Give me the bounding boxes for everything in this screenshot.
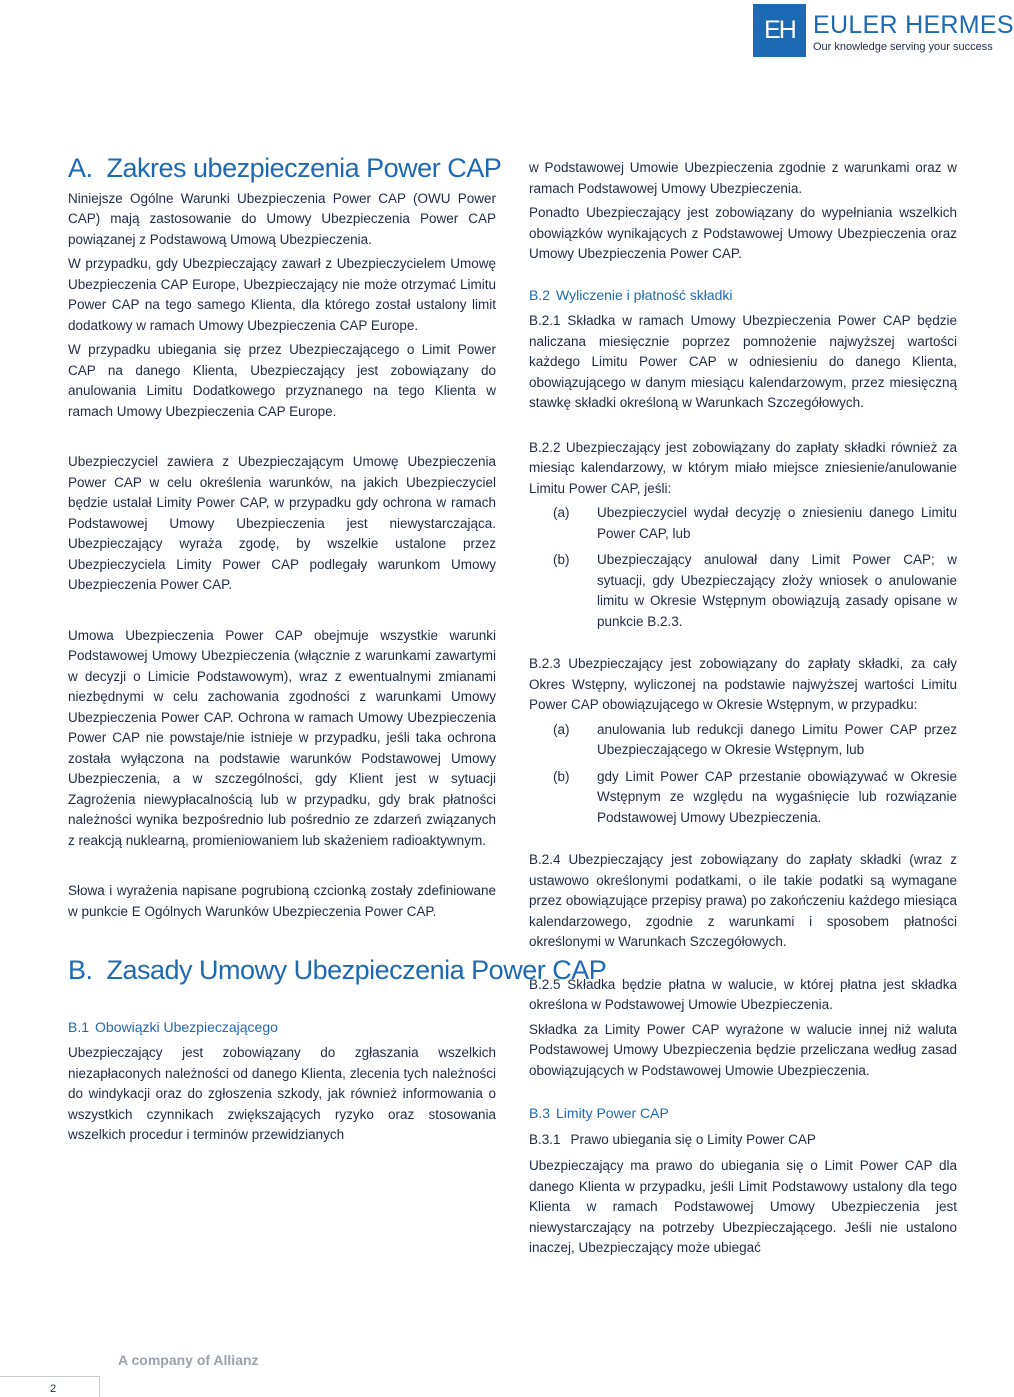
b31-title: Prawo ubiegania się o Limity Power CAP bbox=[570, 1131, 816, 1147]
allianz-company-logo: A company of Allianz bbox=[118, 1352, 259, 1368]
paragraph: W przypadku ubiegania się przez Ubezpieczającego o Limit Power CAP na danego Klienta, Ubezpieczający jest zobowiązany do anulowania Limitu Dodatkowego przyznanego na tego Klienta w ramach Umowy Ubezpieczenia CAP Europe. bbox=[68, 342, 496, 419]
b3-title: Limity Power CAP bbox=[556, 1105, 669, 1121]
list-text: gdy Limit Power CAP przestanie obowiązywać w Okresie Wstępnym ze względu na wygaśnięcie lub rozwiązanie Podstawowej Umowy Ubezpieczenia. bbox=[597, 768, 957, 825]
b22-list bbox=[529, 503, 957, 632]
list-label: (a) bbox=[553, 505, 570, 520]
paragraph: W przypadku, gdy Ubezpieczający zawarł z Ubezpieczycielem Umowę Ubezpieczenia CAP Europe, Ubezpieczający nie może otrzymać Limitu Power CAP na tego samego Klienta, dla którego został ustalony limit dodatkowy w ramach Umowy Ubezpieczenia CAP Europe. bbox=[68, 256, 496, 333]
list-item bbox=[529, 720, 957, 761]
list-label: (b) bbox=[553, 552, 570, 567]
b1-number: B.1 bbox=[68, 1018, 90, 1035]
footer-divider bbox=[0, 1376, 100, 1377]
eh-logo-mark: EH bbox=[753, 4, 806, 57]
paragraph: Niniejsze Ogólne Warunki Ubezpieczenia Power CAP (OWU Power CAP) mają zastosowanie do Umowy Ubezpieczenia Power CAP powiązanej z Podstawową Umową Ubezpieczenia. bbox=[68, 190, 496, 247]
b1-heading bbox=[68, 1017, 496, 1038]
b3-heading bbox=[529, 1103, 957, 1124]
section-a-heading bbox=[68, 153, 502, 183]
footer-divider-vertical bbox=[99, 1376, 100, 1397]
paragraph: Ubezpieczający ma prawo do ubiegania się o Limit Power CAP dla danego Klienta w przypadku, jeśli Limit Podstawowy ustalony dla tego Klienta w ramach Podstawowej Umowy Ubezpieczenia jest niewystarczający na potrzeby Ubezpieczającego. Jeśli nie ustalono inaczej, Ubezpieczający może ubiegać bbox=[529, 1158, 957, 1255]
paragraph: w Podstawowej Umowie Ubezpieczenia zgodnie z warunkami oraz w ramach Podstawowej Umowy Ubezpieczenia. bbox=[529, 160, 957, 196]
b2-heading bbox=[529, 285, 957, 306]
b3-number: B.3 bbox=[529, 1105, 551, 1121]
paragraph: Ubezpieczający jest zobowiązany do zgłaszania wszelkich niezapłaconych należności od danego Klienta, zlecenia tych należności do windykacji oraz do zgłoszenia szkody, jak również informowania o wszystkich czynnikach zwiększających ryzyko oraz stosowania wszelkich procedur i terminów przewidzianych bbox=[68, 1045, 496, 1142]
paragraph: Ponadto Ubezpieczający jest zobowiązany do wypełniania wszelkich obowiązków wynikających z Podstawowej Umowy Ubezpieczenia oraz Umowy Ubezpieczenia Power CAP. bbox=[529, 205, 957, 261]
b2-number: B.2 bbox=[529, 286, 551, 303]
paragraph-b24: B.2.4 Ubezpieczający jest zobowiązany do zapłaty składki (wraz z ustawowo określonymi podatkami, o ile takie podatki są wymagane przez obowiązujące przepisy prawa) po zakończeniu każdego miesiąca kalendarzowego, zgodnie z warunkami i sposobem płatności określonymi w Warunkach Szczegółowych. bbox=[529, 852, 957, 949]
list-label: (a) bbox=[553, 721, 570, 737]
paragraph-b22: B.2.2 Ubezpieczający jest zobowiązany do zapłaty składki również za miesiąc kalendarzowy, w którym miało miejsce zniesienie/anulowanie Limitu Power CAP, jeśli: bbox=[529, 439, 957, 496]
page-number: 2 bbox=[50, 1383, 57, 1395]
b31-number: B.3.1 bbox=[529, 1131, 561, 1147]
list-item bbox=[529, 767, 957, 829]
list-item bbox=[529, 503, 957, 544]
b31-heading bbox=[529, 1130, 957, 1151]
euler-hermes-logo bbox=[753, 4, 1014, 57]
section-b-heading bbox=[68, 955, 607, 985]
paragraph: Umowa Ubezpieczenia Power CAP obejmuje wszystkie warunki Podstawowej Umowy Ubezpieczenia (włącznie z warunkami zawartymi w decyzji o Limicie Podstawowym), wraz z ewentualnymi zmianami niezbędnymi w celu zachowania zgodności z warunkami Umowy Ubezpieczenia Power CAP. Ochrona w ramach Umowy Ubezpieczenia Power CAP nie powstaje/nie istnieje w przypadku, jeśli taka ochrona została wyłączona na podstawie warunków Podstawowej Umowy Ubezpieczenia, a w szczególności, gdy Klient jest w sytuacji Zagrożenia niewypłacalnością lub w przypadku, gdy brak płatności należności wynika bezpośrednio lub pośrednio ze zdarzeń związanych z reakcją nuklearną, promieniowaniem lub skażeniem radioaktywnym. bbox=[68, 627, 496, 848]
right-column bbox=[529, 158, 957, 1273]
b1-title: Obowiązki Ubezpieczającego bbox=[95, 1018, 278, 1035]
paragraph-b25: B.2.5 Składka będzie płatna w walucie, w której płatna jest składka określona w Podstawowej Umowie Ubezpieczenia. bbox=[529, 976, 957, 1012]
b2-title: Wyliczenie i płatność składki bbox=[556, 286, 733, 303]
paragraph-b21: B.2.1 Składka w ramach Umowy Ubezpieczenia Power CAP będzie naliczana miesięcznie poprzez pomnożenie najwyższej wartości każdego Limitu Power CAP w odniesieniu do danego Klienta, obowiązującego w danym miesiącu kalendarzowym, przez miesięczną stawkę składki określoną w Warunkach Szczegółowych. bbox=[529, 313, 957, 410]
paragraph: Słowa i wyrażenia napisane pogrubioną czcionką zostały zdefiniowane w punkcie E Ogólnych Warunków Ubezpieczenia Power CAP. bbox=[68, 883, 496, 919]
paragraph-b23: B.2.3 Ubezpieczający jest zobowiązany do zapłaty składki, za cały Okres Wstępny, wyliczonej na podstawie najwyższej wartości Limitu Power CAP obowiązującego w Okresie Wstępnym, w przypadku: bbox=[529, 656, 957, 712]
section-a-letter: A. bbox=[68, 153, 93, 183]
list-label: (b) bbox=[553, 768, 570, 784]
list-text: anulowania lub redukcji danego Limitu Power CAP przez Ubezpieczającego w Okresie Wstępnym, lub bbox=[597, 721, 957, 757]
list-item bbox=[529, 550, 957, 632]
brand-tagline: Our knowledge serving your success bbox=[813, 41, 993, 53]
paragraph: Składka za Limity Power CAP wyrażone w walucie innej niż waluta Podstawowej Umowy Ubezpieczenia będzie przeliczana według zasad obowiązujących w Podstawowej Umowie Ubezpieczenia. bbox=[529, 1021, 957, 1078]
brand-name: EULER HERMES bbox=[813, 11, 1014, 39]
b23-list bbox=[529, 720, 957, 829]
list-text: Ubezpieczyciel wydał decyzję o zniesieniu danego Limitu Power CAP, lub bbox=[597, 505, 957, 541]
section-b-title: Zasady Umowy Ubezpieczenia Power CAP bbox=[106, 955, 607, 985]
paragraph: Ubezpieczyciel zawiera z Ubezpieczającym Umowę Ubezpieczenia Power CAP w celu określenia warunków, na jakich Ubezpieczyciel będzie ustalał Limity Power CAP, w przypadku gdy ochrona w ramach Podstawowej Umowy Ubezpieczenia jest niewystarczająca. Ubezpieczający wyraża zgodę, by wszelkie ustalone przez Ubezpieczyciela Limity Power CAP podlegały warunkom Umowy Ubezpieczenia Power CAP. bbox=[68, 454, 496, 592]
section-a-title: Zakres ubezpieczenia Power CAP bbox=[106, 153, 502, 183]
list-text: Ubezpieczający anulował dany Limit Power CAP; w sytuacji, gdy Ubezpieczający złoży wniosek o anulowanie limitu w Okresie Wstępnym obowiązują zasady opisane w punkcie B.2.3. bbox=[597, 552, 957, 629]
section-b-letter: B. bbox=[68, 955, 93, 985]
